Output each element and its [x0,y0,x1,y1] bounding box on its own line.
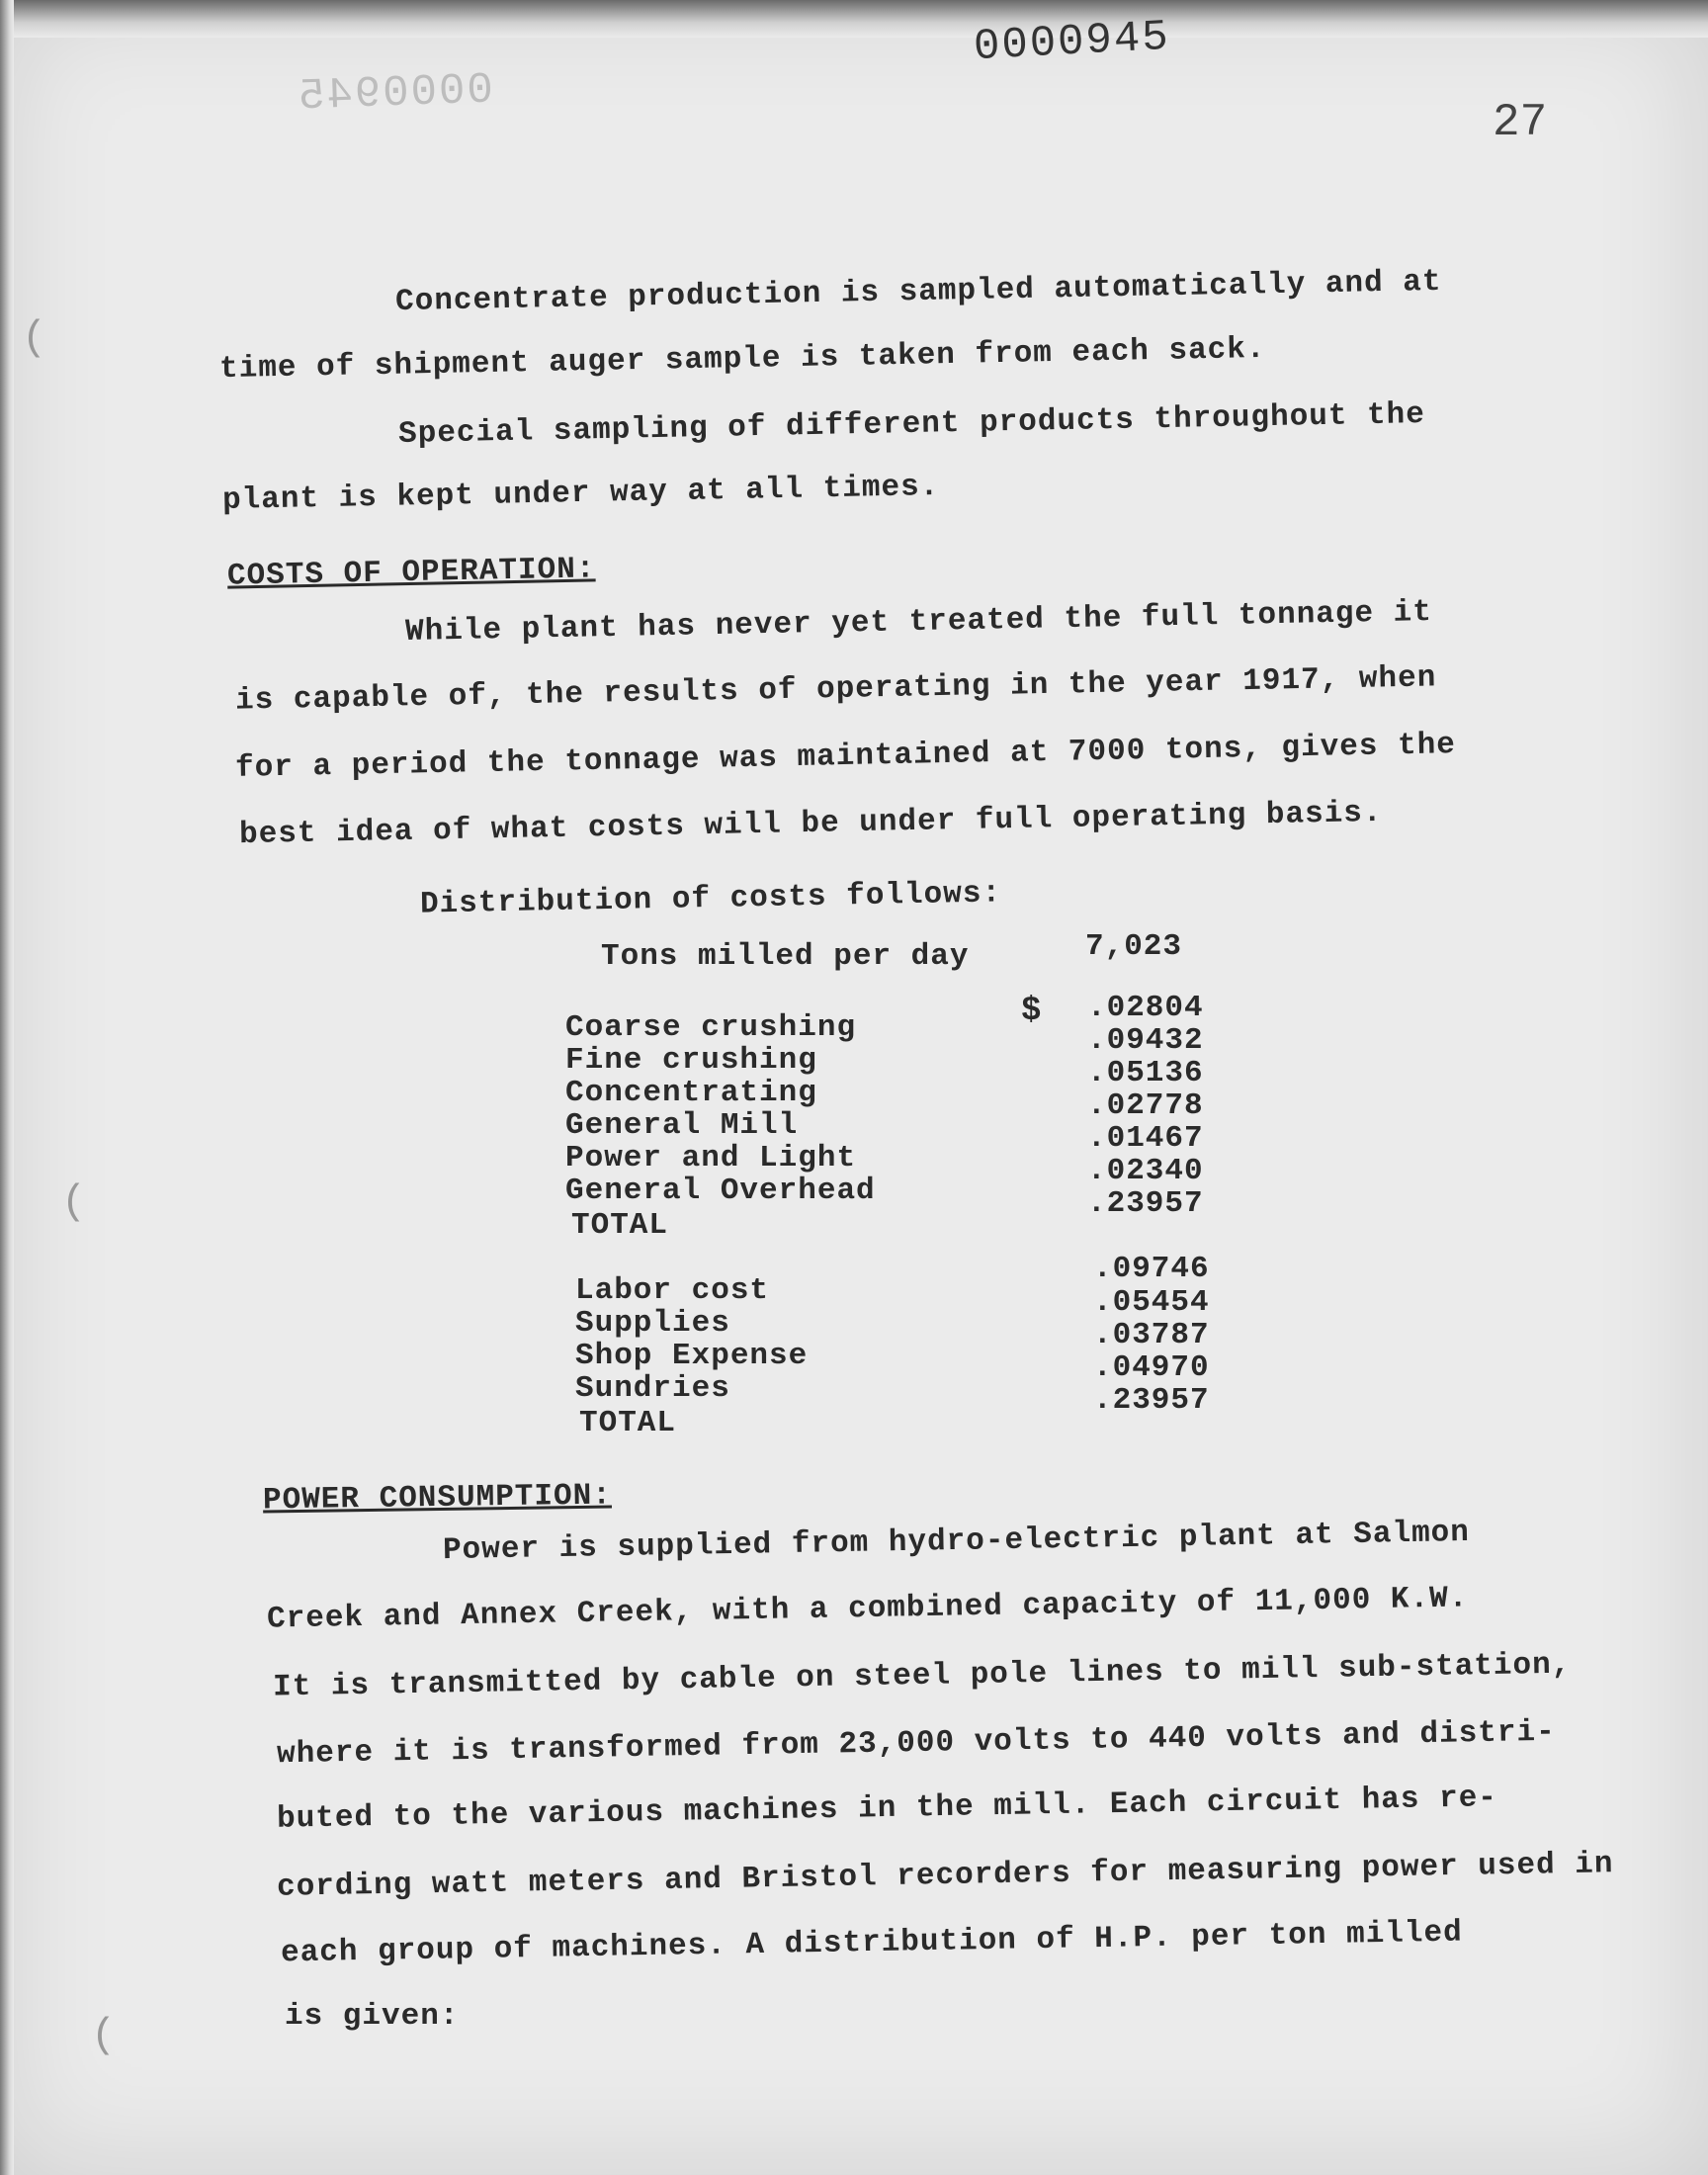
body-line: buted to the various machines in the mill. Each circuit has re- [276,1781,1498,1837]
body-line: best idea of what costs will be under full operating basis. [238,795,1383,853]
table-total-label: TOTAL [579,1406,677,1440]
table-row-label: Fine crushing [565,1043,817,1078]
table-row-label: Shop Expense [575,1339,809,1373]
scan-left-edge [0,0,14,2175]
document-number: 0000945 [972,12,1172,73]
table-row-label: Supplies [575,1306,730,1341]
body-line: is given: [285,1999,460,2034]
punch-hole-mark: ( [22,314,47,362]
page-number: 27 [1493,97,1548,148]
tons-value: 7,023 [1085,929,1183,964]
table-row-value: .05454 [1093,1285,1210,1320]
table-row-value: .02340 [1087,1154,1204,1188]
section-heading-costs: COSTS OF OPERATION: [226,552,596,594]
bleed-through-number: 0000945 [296,65,494,123]
body-line: Special sampling of different products throughout the [397,397,1426,452]
table-row-value: .04970 [1093,1350,1210,1385]
section-heading-power: POWER CONSUMPTION: [262,1478,613,1519]
table-row-value: .03787 [1093,1318,1210,1352]
body-line: Concentrate production is sampled automatically and at [394,264,1442,320]
table-total-label: TOTAL [571,1208,669,1243]
body-line: is capable of, the results of operating in the year 1917, when [234,660,1437,719]
body-line: for a period the tonnage was maintained at 7000 tons, gives the [234,728,1457,786]
table-row-label: Labor cost [575,1273,770,1308]
table-row-label: General Mill [565,1108,799,1143]
table-row-label: Sundries [575,1371,730,1406]
table-total-value: .23957 [1087,1186,1204,1221]
table-row-value: .02778 [1087,1088,1204,1123]
body-line: time of shipment auger sample is taken from each sack. [218,331,1266,388]
body-line: While plant has never yet treated the full tonnage it [404,595,1433,650]
table-row-value: .09746 [1093,1252,1210,1286]
punch-hole-mark: ( [61,1178,87,1226]
body-line: Creek and Annex Creek, with a combined capacity of 11,000 K.W. [266,1581,1469,1637]
body-line: where it is transformed from 23,000 volts to 440 volts and distri- [276,1714,1557,1773]
body-line: cording watt meters and Bristol recorders for measuring power used in [276,1847,1614,1905]
scan-top-edge [0,0,1708,38]
body-line: Power is supplied from hydro-electric plant at Salmon [442,1515,1471,1569]
table-row-label: Concentrating [565,1076,817,1110]
table-row-value: .01467 [1087,1121,1204,1156]
table-total-value: .23957 [1093,1383,1210,1418]
punch-hole-mark: ( [91,2012,117,2059]
table-row-label: General Overhead [565,1174,876,1208]
table-row-value: .05136 [1087,1056,1204,1090]
table-row-label: Power and Light [565,1141,857,1175]
currency-symbol: $ [1021,993,1043,1030]
body-line: Distribution of costs follows: [419,876,1002,922]
table-row-label: Coarse crushing [565,1010,857,1045]
tons-label: Tons milled per day [601,939,970,974]
body-line: each group of machines. A distribution of H.P. per ton milled [280,1915,1464,1971]
table-row-value: .09432 [1087,1023,1204,1058]
table-row-value: .02804 [1087,991,1204,1025]
body-line: plant is kept under way at all times. [221,470,940,518]
body-line: It is transmitted by cable on steel pole lines to mill sub-station, [272,1647,1572,1705]
